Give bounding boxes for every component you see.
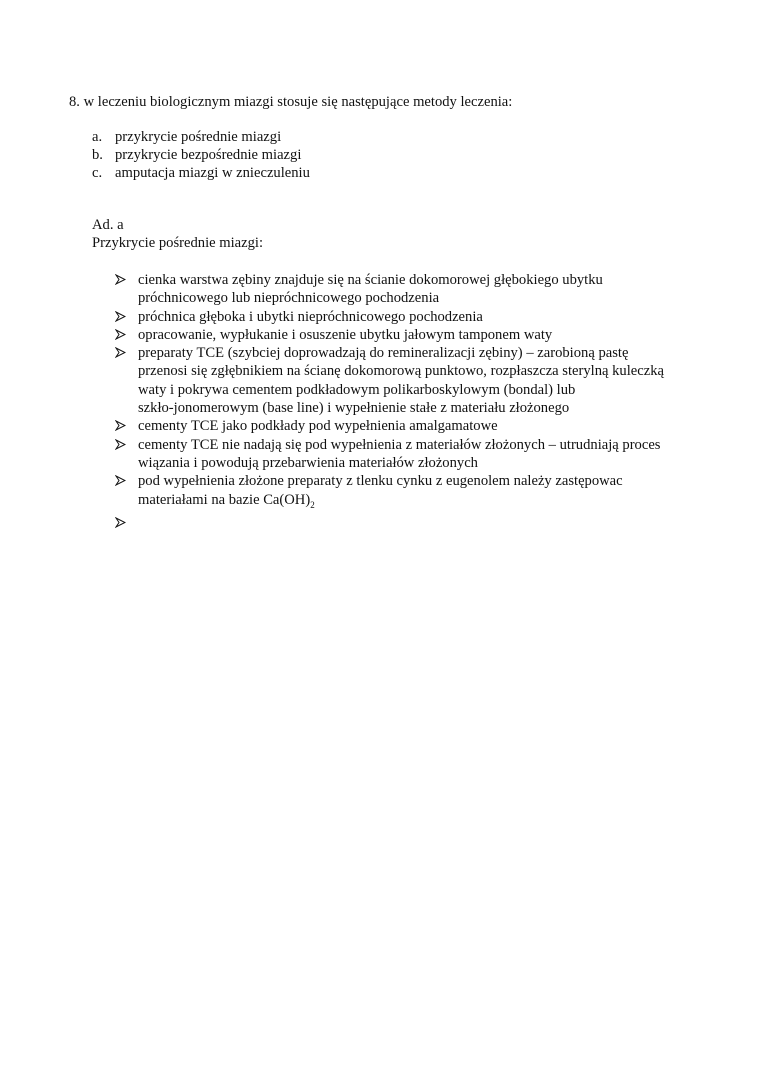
list-item [115, 308, 715, 326]
list-item-line: pod wypełnienia złożone preparaty z tlenku cynku z eugenolem należy zastępowac [138, 473, 623, 490]
option-a [92, 128, 281, 146]
list-item-line [138, 491, 715, 514]
list-item-line: cienka warstwa zębiny znajduje się na ścianie dokomorowej głębokiego ubytku [138, 272, 603, 288]
arrowhead-bullet-icon [115, 417, 131, 435]
list-item-line: waty i pokrywa cementem podkładowym polikarboskylowym (bondal) lub [138, 381, 576, 398]
bullet-list [115, 271, 715, 532]
arrowhead-bullet-icon [115, 326, 131, 344]
subscript-two: 2 [310, 499, 315, 510]
list-item [115, 417, 715, 435]
list-item [115, 326, 715, 344]
option-marker: a. [92, 129, 103, 145]
list-item-line: próchnica głęboka i ubytki niepróchnicowego pochodzenia [138, 308, 483, 325]
option-text: przykrycie pośrednie miazgi [115, 129, 282, 145]
arrowhead-bullet-icon [115, 344, 131, 362]
list-item-empty [115, 514, 715, 532]
option-marker: b. [92, 147, 103, 163]
arrowhead-bullet-icon [115, 271, 131, 289]
option-b [92, 146, 301, 164]
option-c [92, 164, 310, 182]
list-item-text: materiałami na bazie Ca(OH) [138, 491, 311, 508]
answer-heading: Ad. a [92, 217, 124, 233]
question-title: 8. w leczeniu biologicznym miazgi stosuje się następujące metody leczenia: [69, 94, 513, 110]
list-item-line: przenosi się zgłębnikiem na ścianę dokomorową punktowo, rozpłaszcza sterylną kuleczką [138, 363, 664, 380]
list-item-line: cementy TCE nie nadają się pod wypełnienia z materiałów złożonych – utrudniają proces [138, 436, 661, 453]
list-item [115, 271, 715, 308]
list-item-line: szkło-jonomerowym (base line) i wypełnienie stałe z materiału złożonego [138, 400, 570, 417]
list-item-line: preparaty TCE (szybciej doprowadzają do remineralizacji zębiny) – zarobioną pastę [138, 345, 629, 362]
arrowhead-bullet-icon [115, 514, 131, 532]
arrowhead-bullet-icon [115, 436, 131, 454]
list-item [115, 436, 715, 473]
list-item-line: cementy TCE jako podkłady pod wypełnienia amalgamatowe [138, 418, 498, 435]
list-item-line: wiązania i powodują przebarwienia materiałów złożonych [138, 454, 478, 471]
answer-subheading: Przykrycie pośrednie miazgi: [92, 235, 264, 251]
list-item [115, 344, 715, 417]
option-text: przykrycie bezpośrednie miazgi [115, 147, 302, 163]
option-text: amputacja miazgi w znieczuleniu [115, 165, 310, 181]
arrowhead-bullet-icon [115, 472, 131, 490]
option-marker: c. [92, 165, 103, 181]
list-item-line: próchnicowego lub niepróchnicowego pochodzenia [138, 290, 440, 307]
list-item-line: opracowanie, wypłukanie i osuszenie ubytku jałowym tamponem waty [138, 326, 553, 343]
arrowhead-bullet-icon [115, 308, 131, 326]
list-item [115, 472, 715, 514]
